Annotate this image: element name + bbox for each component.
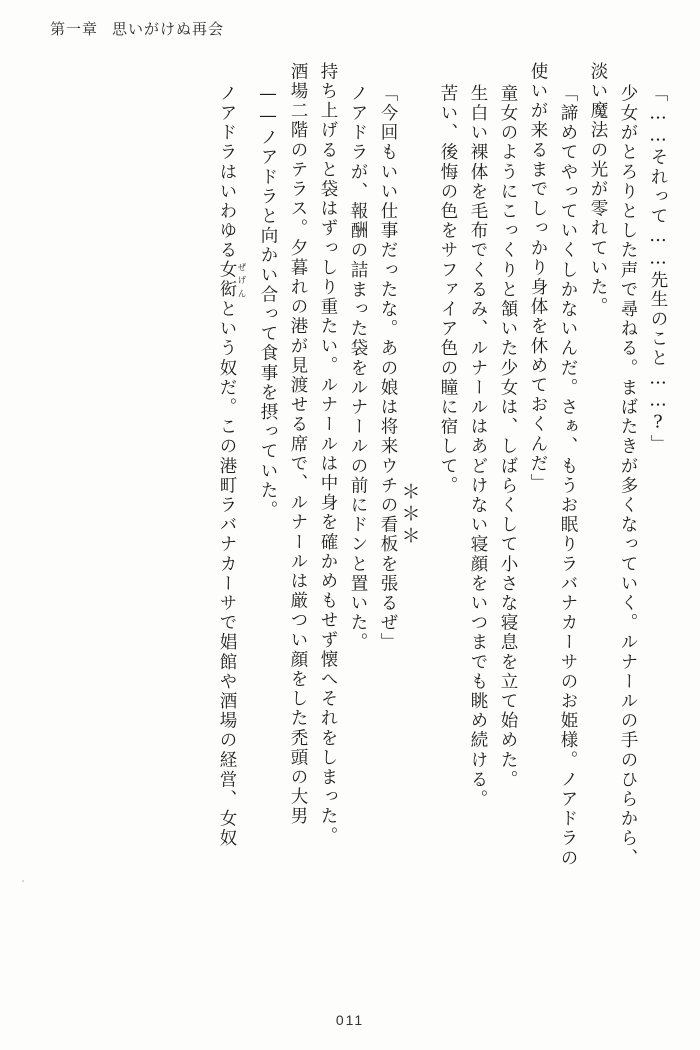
scene-separator-marks: ＊ ＊ ＊ xyxy=(401,482,421,547)
running-head xyxy=(50,18,224,39)
text-column-3: 淡い魔法の光が零れていた。 xyxy=(588,62,608,317)
text-column-9: 「今回もいい仕事だったな。あの娘は将来ウチの看板を張るぜ」 xyxy=(378,84,398,653)
text-column-12: 酒場二階のテラス。夕暮れの港が見渡せる席で、ルナールは厳つい顔をした禿頭の大男 xyxy=(288,62,308,827)
text-column-5: 使いが来るまでしっかり身体を休めておくんだ」 xyxy=(528,62,548,494)
text-column-2: 少女がとろりとした声で尋ねる。まばたきが多くなっていく。ルナールの手のひらから、 xyxy=(618,84,638,868)
text-column-13: ——ノアドラと向かい合って食事を摂っていた。 xyxy=(258,84,278,521)
text-column-4: 「諦めてやっていくしかないんだ。さぁ、もうお眠りラバナカーサのお姫様。ノアドラの xyxy=(558,84,578,868)
text-column-8: 苦い、後悔の色をサファイア色の瞳に宿して。 xyxy=(438,84,458,496)
chapter-number: 第一章 xyxy=(50,22,99,38)
text-column-1: 「……それって……先生のこと……?」 xyxy=(648,84,668,455)
text-column-10: ノアドラが、報酬の詰まった袋をルナールの前にドンと置いた。 xyxy=(348,84,368,653)
vertical-text-body xyxy=(38,62,666,982)
text-column-7: 生白い裸体を毛布でくるみ、ルナールはあどけない寝顔をいつまでも眺め続ける。 xyxy=(468,84,488,810)
page-number: 011 xyxy=(335,1012,365,1028)
ruby-annotation: 女衒 ぜげん xyxy=(217,260,246,300)
text-column-6: 童女のようにこっくりと頷いた少女は、しばらくして小さな寝息を立て始めた。 xyxy=(498,84,518,790)
text-column-14: ノアドラはいわゆる女衒 ぜげんという奴だ。この港町ラバナカーサで娼館や酒場の経営、女奴 xyxy=(217,84,246,849)
chapter-title: 思いがけぬ再会 xyxy=(112,22,225,38)
scene-separator xyxy=(396,62,426,962)
paper-speck xyxy=(22,880,24,882)
text-column-11: 持ち上げると袋はずっしり重たい。ルナールは中身を確かめもせず懐へそれをしまった。 xyxy=(318,62,338,846)
